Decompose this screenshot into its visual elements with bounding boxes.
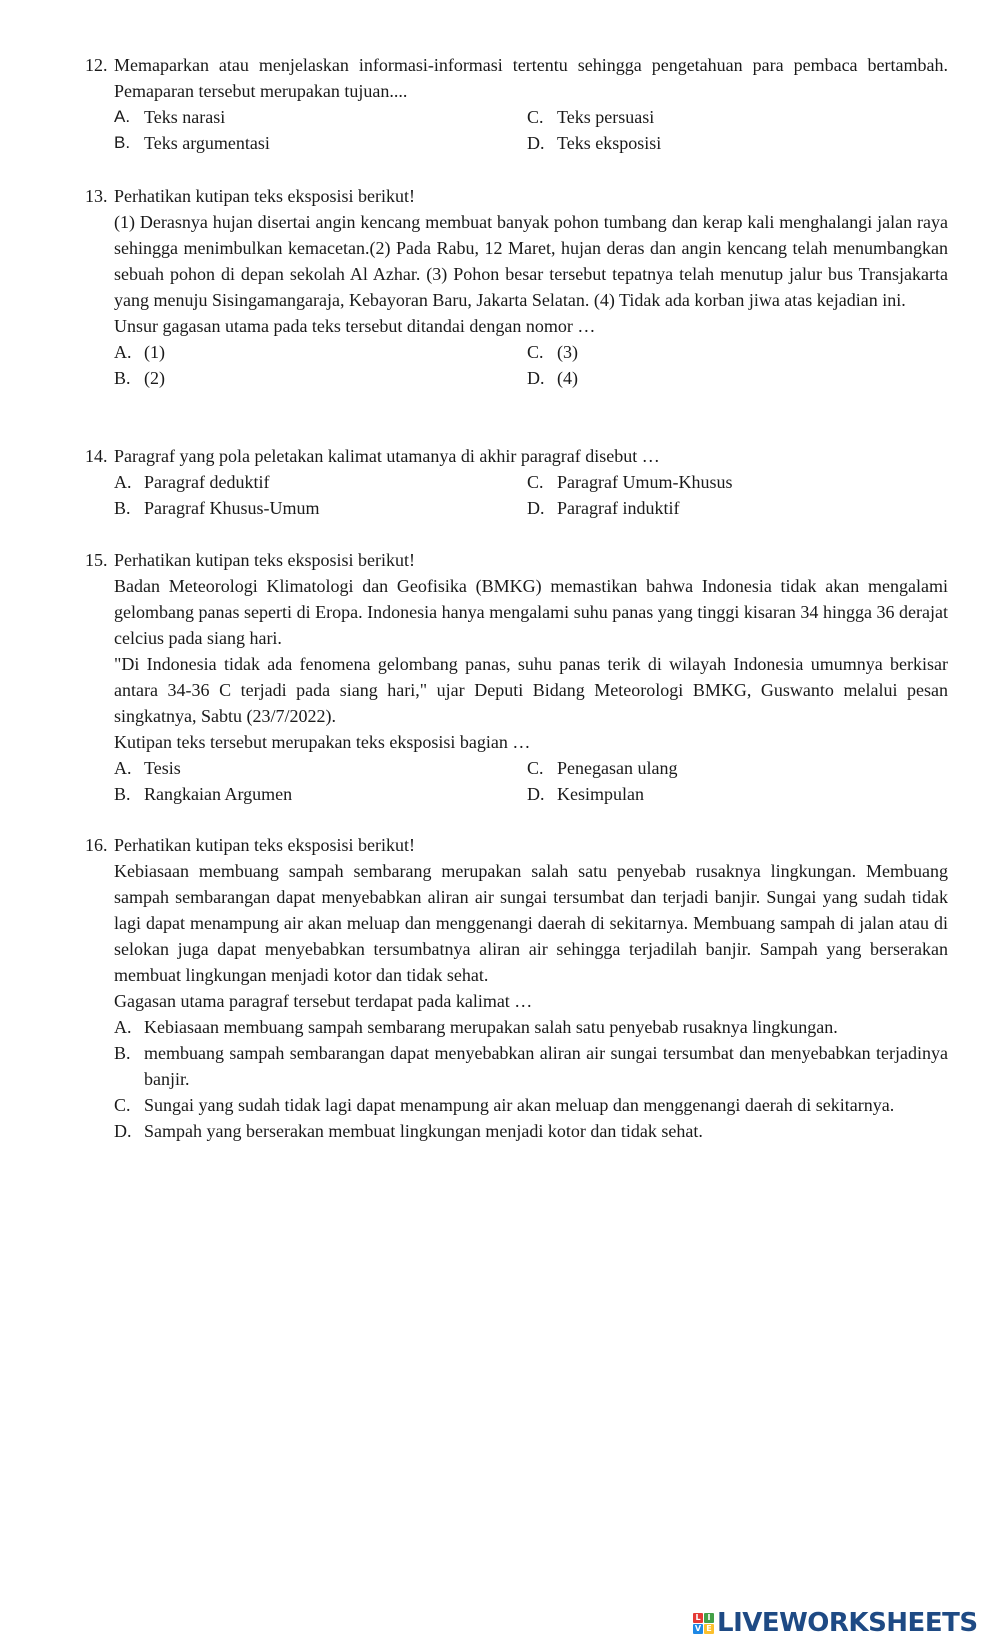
option-letter: D. [114,1121,132,1141]
question-number: 12. [85,55,108,75]
option-text: Teks argumentasi [144,133,270,153]
option-text: (1) [144,342,165,362]
option-b[interactable] [114,781,527,807]
question-number: 13. [85,186,108,206]
brand-name: LIVEWORKSHEETS [717,1608,978,1638]
question-15 [85,547,948,807]
option-text: Teks eksposisi [557,133,662,153]
options-grid [114,104,948,156]
passage-paragraph: Badan Meteorologi Klimatologi dan Geofisika (BMKG) memastikan bahwa Indonesia tidak akan mengalami gelombang panas seperti di Eropa. Indonesia hanya mengalami suhu panas yang tinggi kisaran 34 hingga 36 derajat celcius pada siang hari. [114,576,948,648]
question-number: 15. [85,550,108,570]
option-text: Penegasan ulang [557,758,678,778]
question-text: Memaparkan atau menjelaskan informasi-informasi tertentu sehingga pengetahuan para pembaca bertambah. Pemaparan tersebut merupakan tujuan.... [114,55,948,101]
option-c[interactable] [527,755,948,781]
option-d[interactable] [527,781,948,807]
option-letter: D. [527,498,545,518]
question-text: Perhatikan kutipan teks eksposisi berikut! [114,835,415,855]
option-c[interactable] [527,104,948,130]
option-a[interactable] [114,469,527,495]
option-letter: C. [527,758,544,778]
option-letter: A. [114,1017,132,1037]
option-a[interactable] [114,755,527,781]
question-text: Paragraf yang pola peletakan kalimat utamanya di akhir paragraf disebut … [114,446,660,466]
passage-paragraph: Kebiasaan membuang sampah sembarang merupakan salah satu penyebab rusaknya lingkungan. Membuang sampah sembarangan dapat menyebabkan aliran air sungai tersumbat dan terjadi banjir. Sungai yang sudah tidak lagi dapat menampung air akan meluap dan menggenangi daerah di sekitarnya. Membuang sampah di jalan atau di selokan juga dapat menyebabkan tersumbatnya aliran air sehingga terjadilah banjir. Sampah yang berserakan membuat lingkungan menjadi kotor dan tidak sehat. [114,861,948,985]
option-text: Sungai yang sudah tidak lagi dapat menampung air akan meluap dan menggenangi daerah di sekitarnya. [144,1095,895,1115]
option-text: Paragraf Umum-Khusus [557,472,733,492]
options-list [114,1014,948,1144]
option-d[interactable] [114,1118,948,1144]
option-text: Tesis [144,758,181,778]
option-text: Paragraf induktif [557,498,680,518]
option-letter: D. [527,784,545,804]
option-letter: C. [527,342,544,362]
options-grid [114,755,948,807]
option-text: Teks persuasi [557,107,655,127]
option-letter: A. [114,472,132,492]
option-letter: B. [114,1043,131,1063]
logo-tile: L [693,1613,703,1623]
option-text: membuang sampah sembarangan dapat menyebabkan aliran air sungai tersumbat dan menyebabkan terjadinya banjir. [144,1043,948,1089]
options-grid [114,469,948,521]
question-text: Perhatikan kutipan teks eksposisi berikut! [114,550,415,570]
option-text: Kebiasaan membuang sampah sembarang merupakan salah satu penyebab rusaknya lingkungan. [144,1017,838,1037]
option-letter: C. [527,107,544,127]
question-text: Perhatikan kutipan teks eksposisi berikut! [114,186,415,206]
option-letter: A. [114,758,132,778]
question-13 [85,183,948,391]
option-letter: A. [114,107,131,126]
option-b[interactable] [114,1040,948,1092]
option-c[interactable] [114,1092,948,1118]
question-body [114,573,948,755]
question-number: 16. [85,835,108,855]
option-text: Teks narasi [144,107,226,127]
passage-paragraph: (1) Derasnya hujan disertai angin kencang membuat banyak pohon tumbang dan kerap kali menghalangi jalan raya sehingga menimbulkan kemacetan.(2) Pada Rabu, 12 Maret, hujan deras dan angin kencang telah menumbangkan sebuah pohon di depan sekolah Al Azhar. (3) Pohon besar tersebut tepatnya telah menutup jalur bus Transjakarta yang menuju Sisingamangaraja, Kebayoran Baru, Jakarta Selatan. (4) Tidak ada korban jiwa atas kejadian ini. [114,212,948,310]
option-letter: B. [114,498,131,518]
question-16 [85,832,948,1144]
option-text: Kesimpulan [557,784,644,804]
question-12 [85,52,948,156]
option-text: (2) [144,368,165,388]
option-letter: C. [527,472,544,492]
options-grid [114,339,948,391]
option-a[interactable] [114,1014,948,1040]
question-14 [85,443,948,521]
option-c[interactable] [527,339,948,365]
option-letter: D. [527,368,545,388]
option-text: Sampah yang berserakan membuat lingkungan menjadi kotor dan tidak sehat. [144,1121,703,1141]
passage-paragraph: "Di Indonesia tidak ada fenomena gelombang panas, suhu panas terik di wilayah Indonesia umumnya berkisar antara 34-36 C terjadi pada siang hari," ujar Deputi Bidang Meteorologi BMKG, Guswanto melalui pesan singkatnya, Sabtu (23/7/2022). [114,654,948,726]
logo-icon [693,1613,714,1634]
option-d[interactable] [527,130,948,156]
option-text: Paragraf Khusus-Umum [144,498,320,518]
question-number: 14. [85,446,108,466]
option-letter: B. [114,133,131,152]
option-text: Rangkaian Argumen [144,784,293,804]
question-prompt: Gagasan utama paragraf tersebut terdapat pada kalimat … [114,991,533,1011]
option-text: Paragraf deduktif [144,472,270,492]
option-letter: C. [114,1095,131,1115]
option-text: (4) [557,368,578,388]
option-letter: B. [114,368,131,388]
liveworksheets-logo [693,1608,978,1638]
option-d[interactable] [527,495,948,521]
option-d[interactable] [527,365,948,391]
option-letter: D. [527,133,545,153]
logo-tile: V [694,1623,702,1633]
option-text: (3) [557,342,578,362]
question-body [114,858,948,1014]
logo-tile: E [704,1624,714,1634]
question-body [114,209,948,339]
option-b[interactable] [114,495,527,521]
option-a[interactable] [114,104,527,130]
option-c[interactable] [527,469,948,495]
option-letter: A. [114,342,132,362]
question-prompt: Kutipan teks tersebut merupakan teks eksposisi bagian … [114,732,531,752]
question-prompt: Unsur gagasan utama pada teks tersebut ditandai dengan nomor … [114,316,596,336]
option-a[interactable] [114,339,527,365]
option-letter: B. [114,784,131,804]
option-b[interactable] [114,130,527,156]
logo-tile: I [704,1613,714,1623]
option-b[interactable] [114,365,527,391]
